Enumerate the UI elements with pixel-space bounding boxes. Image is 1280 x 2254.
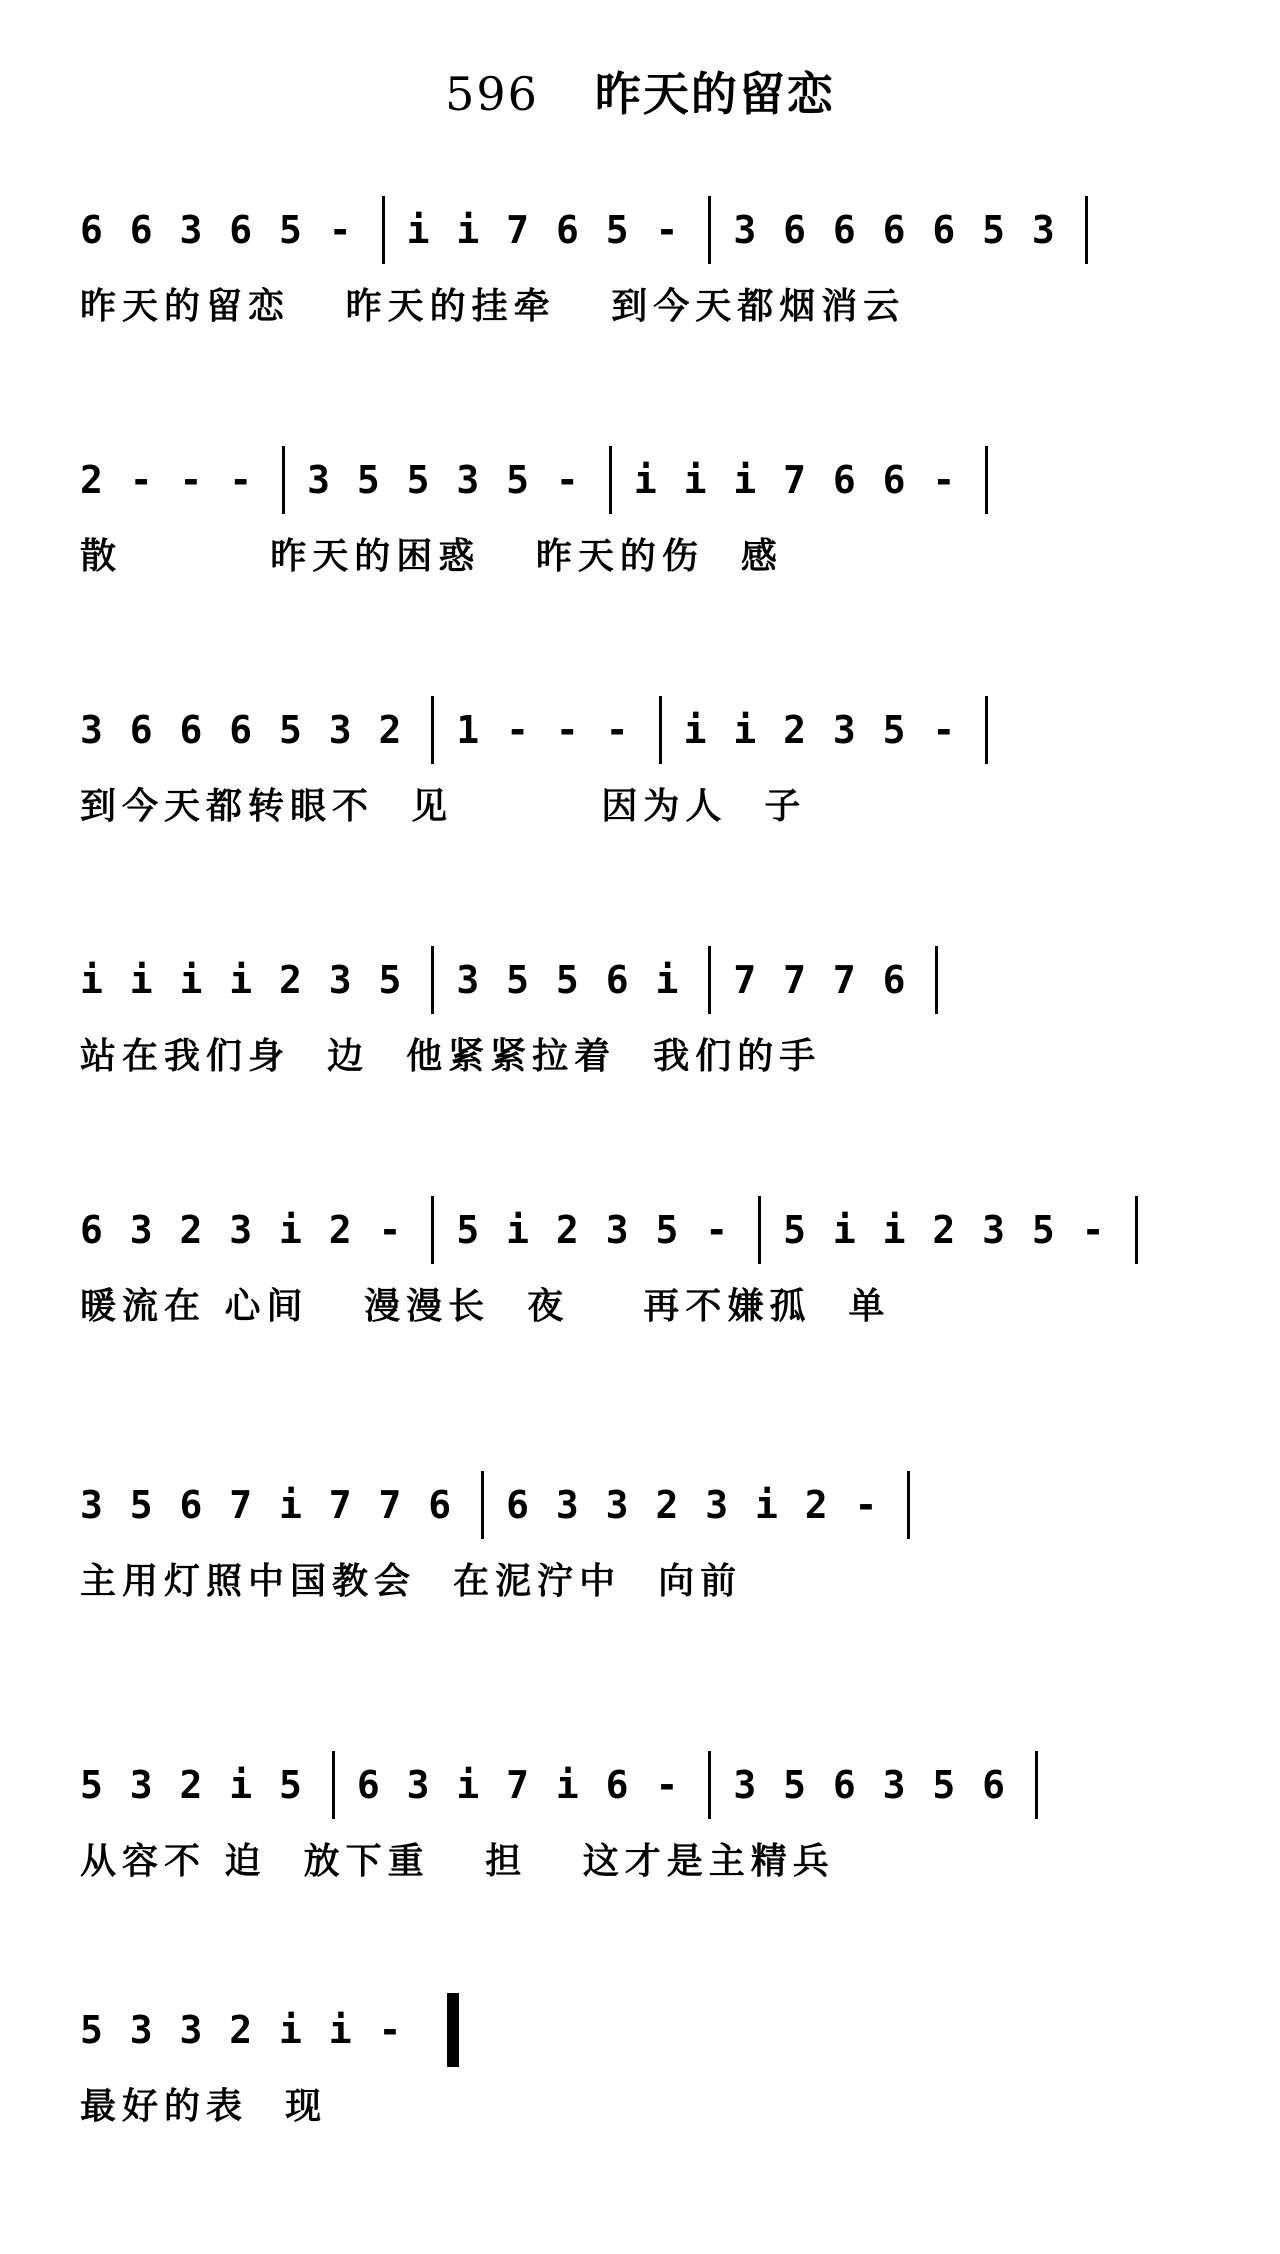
- barline: [1135, 1196, 1138, 1264]
- measure: 3 5 6 7 i 7 7 6: [80, 1483, 454, 1527]
- barline: [431, 946, 434, 1014]
- measure: 7 7 7 6: [733, 958, 908, 1002]
- song-name: 昨天的留恋: [594, 67, 835, 121]
- barline: [431, 696, 434, 764]
- notes-row: [80, 1990, 1230, 2070]
- notes-row: [80, 690, 1230, 770]
- measure: 3 6 6 6 5 3 2: [80, 708, 404, 752]
- lyrics-line: 站在我们身 边 他紧紧拉着 我们的手: [80, 1035, 822, 1077]
- measure: i i i 7 6 6 -: [633, 458, 958, 502]
- measure: 5 3 2 i 5: [80, 1763, 304, 1807]
- final-barline: [447, 1993, 459, 2067]
- song-number: 596: [445, 67, 539, 121]
- barline: [708, 1751, 711, 1819]
- barline: [985, 696, 988, 764]
- measure: i i 7 6 5 -: [406, 208, 681, 252]
- measure: 5 3 3 2 i i -: [80, 2008, 404, 2052]
- measure: i i 2 3 5 -: [683, 708, 958, 752]
- measure: 3 5 6 3 5 6: [733, 1763, 1007, 1807]
- measure: 6 6 3 6 5 -: [80, 208, 354, 252]
- notes-row: [80, 190, 1230, 270]
- lyrics-line: 暖流在 心间 漫漫长 夜 再不嫌孤 单: [80, 1285, 891, 1327]
- lyrics-line: 昨天的留恋 昨天的挂牵 到今天都烟消云: [80, 285, 906, 327]
- barline: [282, 446, 285, 514]
- lyrics-line: 从容不 迫 放下重 担 这才是主精兵: [80, 1840, 835, 1882]
- notes-row: [80, 1745, 1230, 1825]
- measure: 5 i 2 3 5 -: [456, 1208, 731, 1252]
- barline: [609, 446, 612, 514]
- barline: [758, 1196, 761, 1264]
- barline: [481, 1471, 484, 1539]
- lyrics-line: 最好的表 现: [80, 2085, 328, 2127]
- notes-row: [80, 940, 1230, 1020]
- barline: [382, 196, 385, 264]
- barline: [985, 446, 988, 514]
- notes-row: [80, 1190, 1230, 1270]
- lyrics-line: 散 昨天的困惑 昨天的伤 感: [80, 535, 783, 577]
- lyrics-line: 主用灯照中国教会 在泥泞中 向前: [80, 1560, 743, 1602]
- notes-row: [80, 440, 1230, 520]
- barline: [708, 946, 711, 1014]
- barline: [332, 1751, 335, 1819]
- lyrics-line: 到今天都转眼不 见 因为人 子: [80, 785, 807, 827]
- measure: 2 - - -: [80, 458, 255, 502]
- barline: [1035, 1751, 1038, 1819]
- barline: [935, 946, 938, 1014]
- measure: 6 3 3 2 3 i 2 -: [506, 1483, 880, 1527]
- barline: [708, 196, 711, 264]
- barline: [431, 1196, 434, 1264]
- barline: [659, 696, 662, 764]
- barline: [907, 1471, 910, 1539]
- measure: 3 6 6 6 6 5 3: [733, 208, 1057, 252]
- measure: 6 3 2 3 i 2 -: [80, 1208, 404, 1252]
- measure: i i i i 2 3 5: [80, 958, 404, 1002]
- measure: 1 - - -: [456, 708, 631, 752]
- measure: 5 i i 2 3 5 -: [783, 1208, 1107, 1252]
- barline: [1085, 196, 1088, 264]
- measure: 3 5 5 6 i: [456, 958, 681, 1002]
- measure: 6 3 i 7 i 6 -: [356, 1763, 681, 1807]
- measure: 3 5 5 3 5 -: [307, 458, 581, 502]
- notes-row: [80, 1465, 1230, 1545]
